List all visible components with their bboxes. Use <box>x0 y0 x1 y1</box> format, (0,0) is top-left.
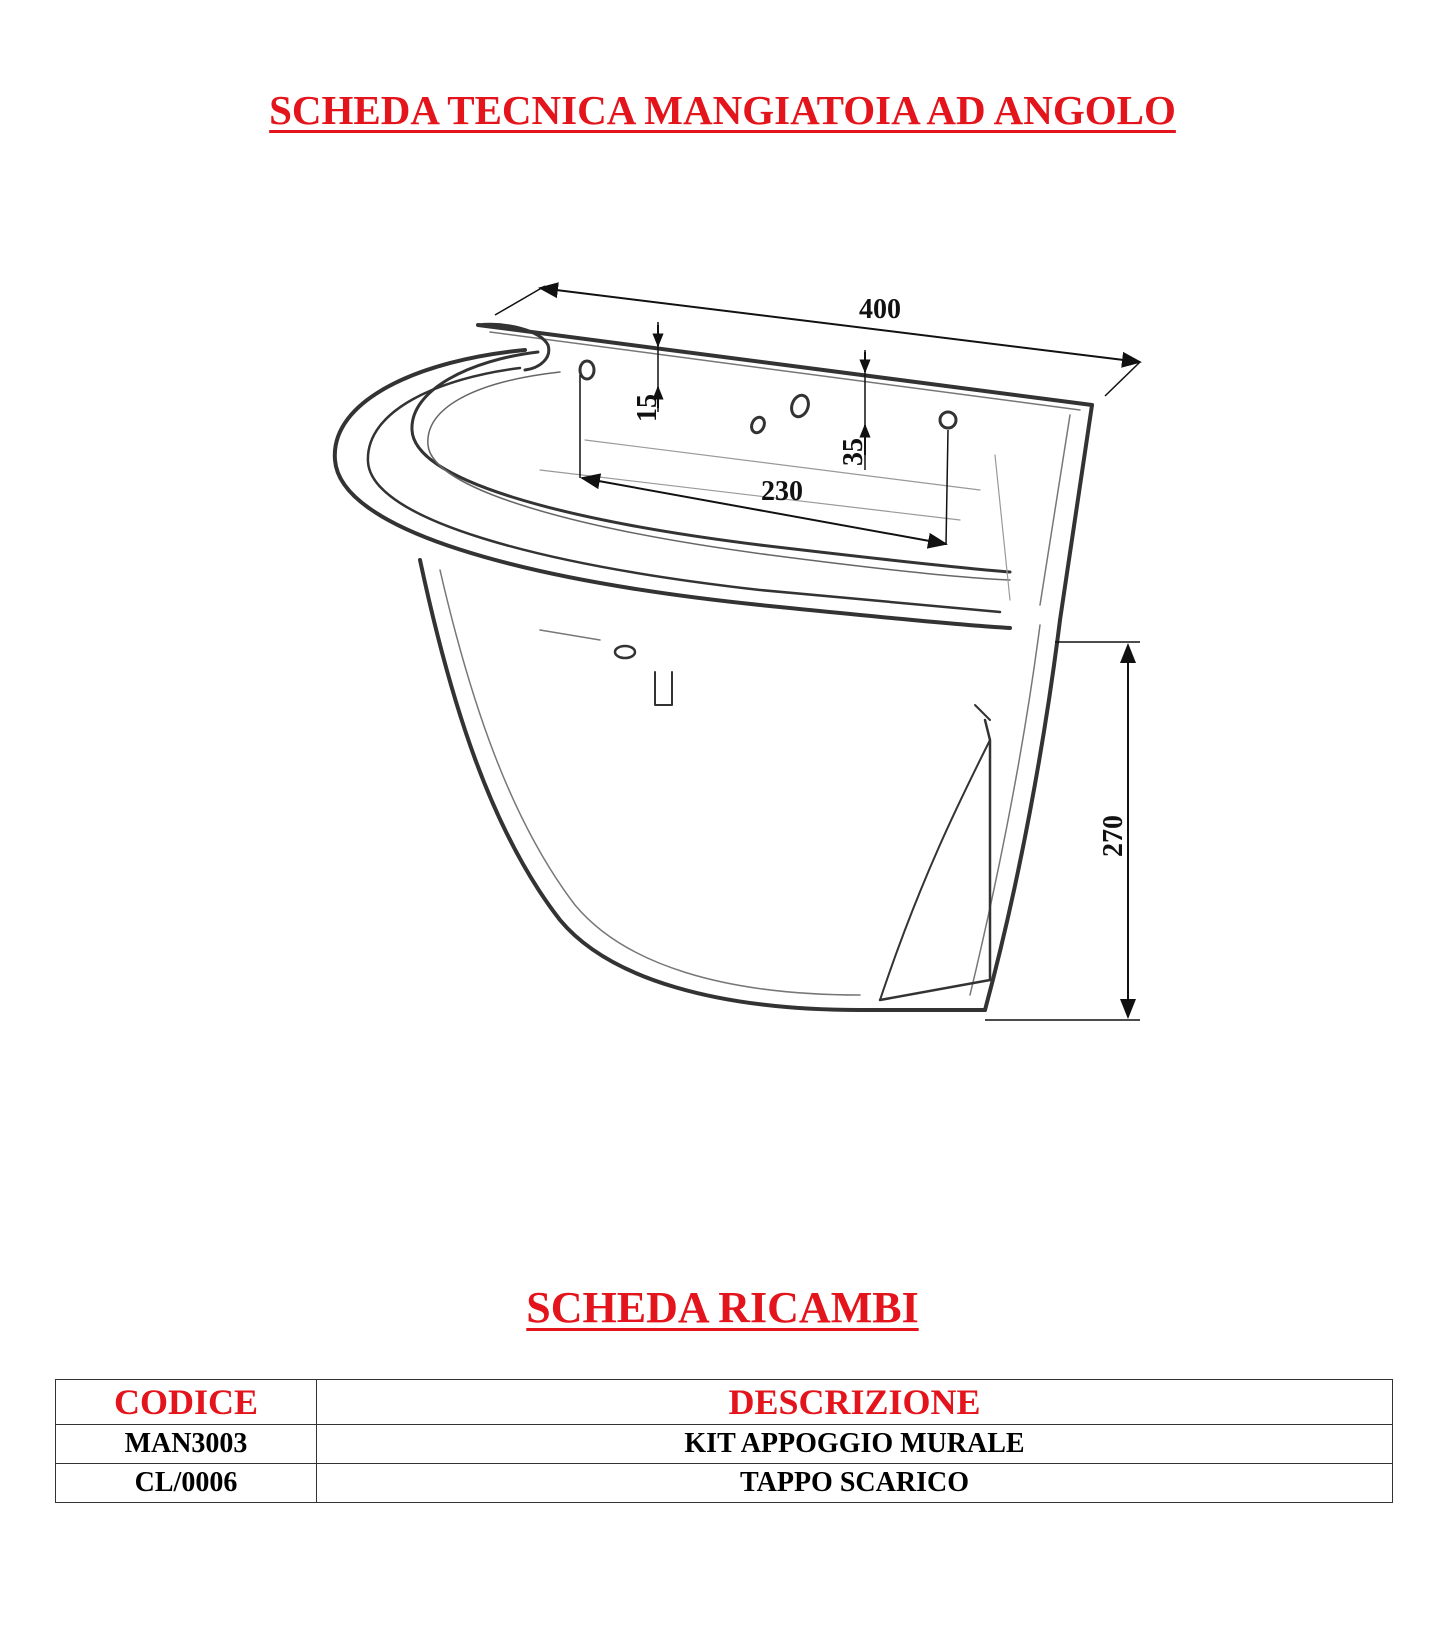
row-description: KIT APPOGGIO MURALE <box>317 1425 1393 1464</box>
header-code: CODICE <box>56 1380 317 1425</box>
table-row <box>56 1425 1393 1464</box>
table-row <box>56 1464 1393 1503</box>
dimension-270-label: 270 <box>1098 815 1129 857</box>
dimension-270 <box>985 642 1140 1020</box>
table-header-row <box>56 1380 1393 1425</box>
header-description: DESCRIZIONE <box>317 1380 1393 1425</box>
dimension-35 <box>838 350 869 470</box>
spares-title: SCHEDA RICAMBI <box>526 1283 919 1332</box>
row-description: TAPPO SCARICO <box>317 1464 1393 1503</box>
spares-table <box>55 1379 1393 1503</box>
row-code: CL/0006 <box>56 1464 317 1503</box>
dimension-230-label: 230 <box>761 476 803 507</box>
dimension-15 <box>632 322 663 422</box>
row-code: MAN3003 <box>56 1425 317 1464</box>
page-title: SCHEDA TECNICA MANGIATOIA AD ANGOLO <box>269 87 1176 133</box>
dimension-35-label: 35 <box>838 438 869 466</box>
dimension-400-label: 400 <box>859 294 901 325</box>
feeder-outline <box>335 324 1092 1010</box>
dimension-15-label: 15 <box>632 394 663 422</box>
